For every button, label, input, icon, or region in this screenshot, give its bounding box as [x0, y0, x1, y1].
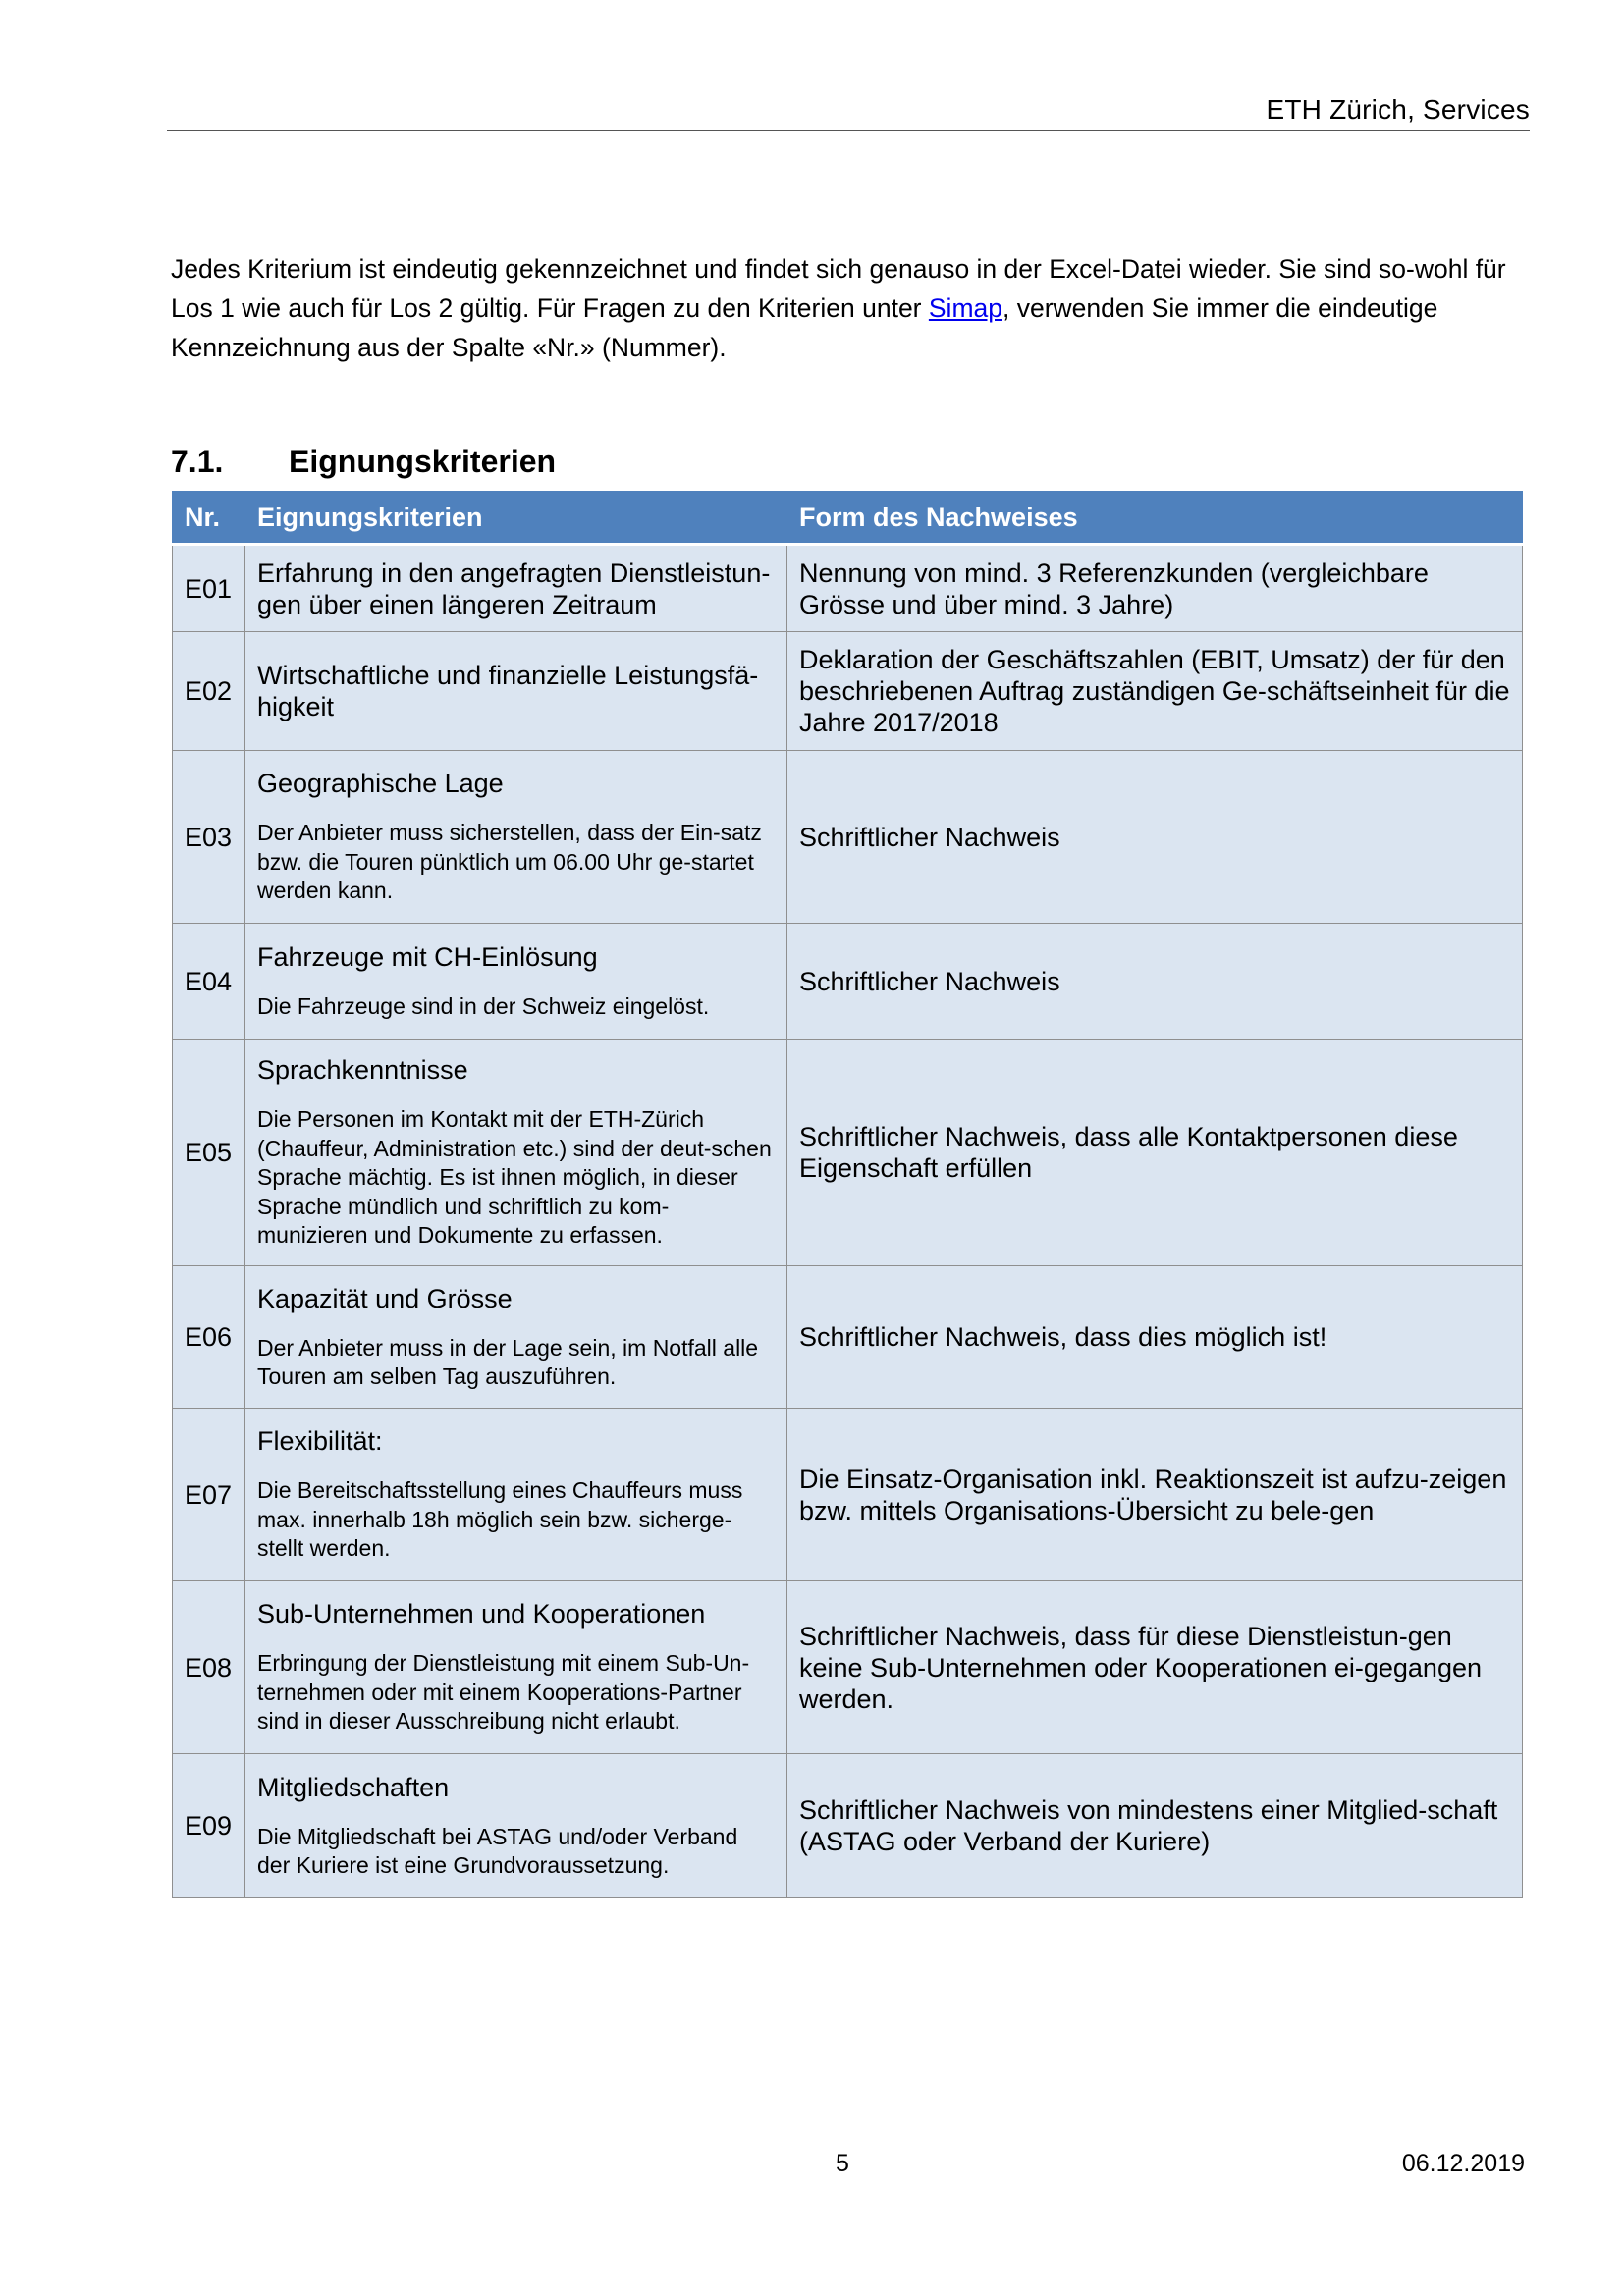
cell-proof: Schriftlicher Nachweis, dass dies möglich ist! [787, 1266, 1523, 1409]
cell-criterion [245, 1754, 787, 1898]
table-row [173, 1266, 1523, 1409]
cell-criterion [245, 1040, 787, 1266]
page-header [167, 90, 1530, 131]
criterion-description: Der Anbieter muss sicherstellen, dass der Ein-satz bzw. die Touren pünktlich um 06.00 Uhr ge-startet werden kann. [257, 820, 762, 904]
criterion-title: Wirtschaftliche und finanzielle Leistungsfä-higkeit [257, 661, 759, 721]
cell-proof: Schriftlicher Nachweis von mindestens einer Mitglied-schaft (ASTAG oder Verband der Kuriere) [787, 1754, 1523, 1898]
cell-nr: E06 [173, 1266, 245, 1409]
criterion-title: Mitgliedschaften [257, 1772, 450, 1802]
table-row [173, 1754, 1523, 1898]
table-row [173, 1581, 1523, 1754]
cell-proof: Schriftlicher Nachweis, dass alle Kontaktpersonen diese Eigenschaft erfüllen [787, 1040, 1523, 1266]
cell-criterion [245, 1581, 787, 1754]
cell-nr: E07 [173, 1409, 245, 1581]
cell-criterion [245, 545, 787, 632]
table-header-row [173, 492, 1523, 545]
cell-proof: Schriftlicher Nachweis [787, 751, 1523, 924]
criterion-description: Erbringung der Dienstleistung mit einem Sub-Un-ternehmen oder mit einem Kooperations-Partner sind in dieser Ausschreibung nicht erlaubt. [257, 1650, 750, 1735]
criterion-title: Fahrzeuge mit CH-Einlösung [257, 941, 598, 972]
criterion-title: Kapazität und Grösse [257, 1283, 513, 1313]
criterion-description: Die Personen im Kontakt mit der ETH-Zürich (Chauffeur, Administration etc.) sind der deut-schen Sprache mächtig. Es ist ihnen möglich, in dieser Sprache mündlich und schriftlich zu kom-munizieren und Dokumente zu erfassen. [257, 1106, 772, 1249]
cell-criterion [245, 1409, 787, 1581]
intro-text-after-link: , verwenden Sie immer die eindeutige Kennzeichnung aus der Spalte «Nr.» (Nummer). [171, 294, 1438, 362]
criterion-description: Die Fahrzeuge sind in der Schweiz eingelöst. [257, 992, 710, 1019]
cell-criterion [245, 1266, 787, 1409]
criterion-title: Erfahrung in den angefragten Dienstleistun-gen über einen längeren Zeitraum [257, 558, 771, 619]
cell-nr: E09 [173, 1754, 245, 1898]
criterion-description: Die Mitgliedschaft bei ASTAG und/oder Verband der Kuriere ist eine Grundvoraussetzung. [257, 1823, 738, 1878]
cell-nr: E02 [173, 632, 245, 751]
table-row [173, 632, 1523, 751]
criteria-table [172, 491, 1523, 1898]
table-row [173, 1409, 1523, 1581]
criterion-title: Geographische Lage [257, 769, 504, 799]
cell-criterion [245, 924, 787, 1040]
table-row [173, 751, 1523, 924]
column-header-nr: Nr. [173, 492, 245, 545]
footer-date: 06.12.2019 [1401, 2150, 1525, 2177]
table-row [173, 1040, 1523, 1266]
cell-proof: Deklaration der Geschäftszahlen (EBIT, Umsatz) der für den beschriebenen Auftrag zuständigen Ge-schäftseinheit für die Jahre 2017/2018 [787, 632, 1523, 751]
cell-proof: Die Einsatz-Organisation inkl. Reaktionszeit ist aufzu-zeigen bzw. mittels Organisations-Übersicht zu bele-gen [787, 1409, 1523, 1581]
cell-proof: Schriftlicher Nachweis, dass für diese Dienstleistun-gen keine Sub-Unternehmen oder Kooperationen ei-gegangen werden. [787, 1581, 1523, 1754]
page-number: 5 [836, 2150, 849, 2177]
intro-text-before-link: Jedes Kriterium ist eindeutig gekennzeichnet und findet sich genauso in der Excel-Datei wieder. Sie sind so-wohl für Los 1 wie auch für Los 2 gültig. Für Fragen zu den Kriterien unter [171, 254, 1506, 323]
criterion-title: Flexibilität: [257, 1426, 383, 1457]
section-heading [171, 444, 556, 480]
criterion-description: Der Anbieter muss in der Lage sein, im Notfall alle Touren am selben Tag auszuführen. [257, 1334, 759, 1389]
cell-proof: Schriftlicher Nachweis [787, 924, 1523, 1040]
cell-nr: E05 [173, 1040, 245, 1266]
cell-nr: E01 [173, 545, 245, 632]
column-header-criteria: Eignungskriterien [245, 492, 787, 545]
intro-paragraph [171, 249, 1516, 367]
criterion-description: Die Bereitschaftsstellung eines Chauffeurs muss max. innerhalb 18h möglich sein bzw. sicherge-stellt werden. [257, 1477, 743, 1562]
criterion-title: Sub-Unternehmen und Kooperationen [257, 1599, 706, 1629]
cell-nr: E04 [173, 924, 245, 1040]
simap-link[interactable]: Simap [928, 294, 1002, 323]
section-number: 7.1. [171, 444, 224, 479]
section-title: Eignungskriterien [289, 444, 557, 479]
cell-proof: Nennung von mind. 3 Referenzkunden (vergleichbare Grösse und über mind. 3 Jahre) [787, 545, 1523, 632]
table-row [173, 924, 1523, 1040]
criterion-title: Sprachkenntnisse [257, 1055, 468, 1086]
cell-criterion [245, 632, 787, 751]
column-header-proof: Form des Nachweises [787, 492, 1523, 545]
cell-nr: E08 [173, 1581, 245, 1754]
cell-criterion [245, 751, 787, 924]
header-title: ETH Zürich, Services [1266, 94, 1530, 125]
cell-nr: E03 [173, 751, 245, 924]
table-row [173, 545, 1523, 632]
